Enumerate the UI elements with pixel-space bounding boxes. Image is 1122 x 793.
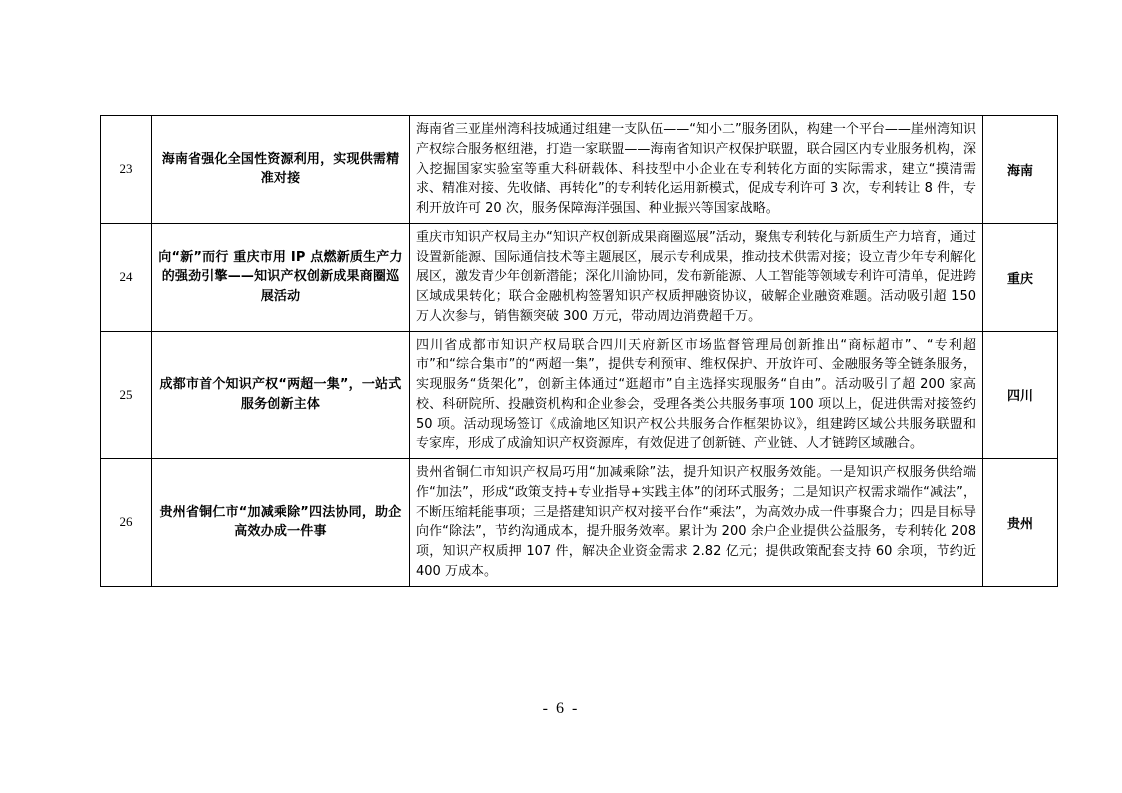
row-title: 向“新”而行 重庆市用 IP 点燃新质生产力的强劲引擎——知识产权创新成果商圈巡展活动 [152, 223, 410, 331]
row-region: 海南 [983, 116, 1058, 224]
row-region: 四川 [983, 331, 1058, 459]
row-title: 贵州省铜仁市“加减乘除”四法协同，助企高效办成一件事 [152, 459, 410, 587]
table-row [101, 223, 1058, 331]
table-row [101, 116, 1058, 224]
row-description: 海南省三亚崖州湾科技城通过组建一支队伍——“知小二”服务团队，构建一个平台——崖州湾知识产权综合服务枢纽港，打造一家联盟——海南省知识产权保护联盟，联合园区内专业服务机构，深入挖掘国家实验室等重大科研载体、科技型中小企业在专利转化方面的实际需求，建立“摸清需求、精准对接、先收储、再转化”的专利转化运用新模式，促成专利许可 3 次，专利转让 8 件，专利开放许可 20 次，服务保障海洋强国、种业振兴等国家战略。 [410, 116, 983, 224]
achievements-table [100, 115, 1058, 587]
row-region: 贵州 [983, 459, 1058, 587]
page-number: - 6 - [542, 700, 580, 717]
row-number: 23 [101, 116, 152, 224]
row-number: 25 [101, 331, 152, 459]
row-description: 贵州省铜仁市知识产权局巧用“加减乘除”法，提升知识产权服务效能。一是知识产权服务供给端作“加法”，形成“政策支持+专业指导+实践主体”的闭环式服务；二是知识产权需求端作“减法”，不断压缩耗能事项；三是搭建知识产权对接平台作“乘法”，为高效办成一件事聚合力；四是目标导向作“除法”，节约沟通成本，提升服务效率。累计为 200 余户企业提供公益服务，专利转化 208 项，知识产权质押 107 件，解决企业资金需求 2.82 亿元；提供政策配套支持 60 余项，节约近 400 万成本。 [410, 459, 983, 587]
row-title: 海南省强化全国性资源利用，实现供需精准对接 [152, 116, 410, 224]
row-region: 重庆 [983, 223, 1058, 331]
row-description: 四川省成都市知识产权局联合四川天府新区市场监督管理局创新推出“商标超市”、“专利超市”和“综合集市”的“两超一集”，提供专利预审、维权保护、开放许可、金融服务等全链条服务，实现服务“货架化”，创新主体通过“逛超市”自主选择实现服务“自由”。活动吸引了超 200 家高校、科研院所、投融资机构和企业参会，受理各类公共服务事项 100 项以上，促进供需对接签约 50 项。活动现场签订《成渝地区知识产权公共服务合作框架协议》，组建跨区域公共服务联盟和专家库，形成了成渝知识产权资源库，有效促进了创新链、产业链、人才链跨区域融合。 [410, 331, 983, 459]
row-number: 26 [101, 459, 152, 587]
row-number: 24 [101, 223, 152, 331]
table-body [101, 116, 1058, 587]
row-title: 成都市首个知识产权“两超一集”，一站式服务创新主体 [152, 331, 410, 459]
table-row [101, 459, 1058, 587]
table-row [101, 331, 1058, 459]
row-description: 重庆市知识产权局主办“知识产权创新成果商圈巡展”活动，聚焦专利转化与新质生产力培育，通过设置新能源、国际通信技术等主题展区，展示专利成果，推动技术供需对接；设立青少年专利解化展区，激发青少年创新潜能；深化川渝协同，发布新能源、人工智能等领域专利许可清单，促进跨区域成果转化；联合金融机构签署知识产权质押融资协议，破解企业融资难题。活动吸引超 150 万人次参与，销售额突破 300 万元，带动周边消费超千万。 [410, 223, 983, 331]
